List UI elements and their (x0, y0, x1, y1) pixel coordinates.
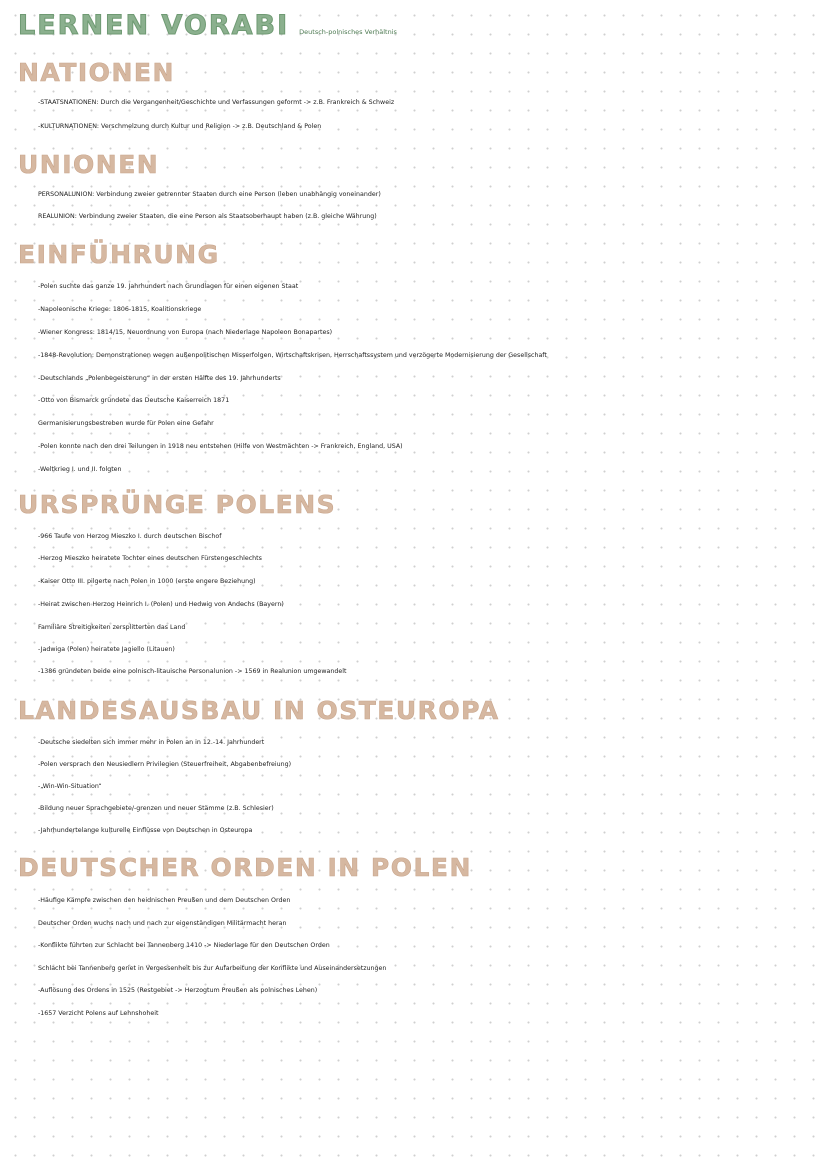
section-heading: URSPRÜNGE POLENS (18, 490, 337, 519)
list-item: -1848-Revolution: Demonstrationen wegen außenpolitischen Misserfolgen, Wirtschaftskrisen, Herrschaftssystem und verzögerte Modernisierung der Gesellschaft (38, 352, 547, 359)
page-title: LERNEN VORABI (18, 10, 290, 41)
list-item: REALUNION: Verbindung zweier Staaten, die eine Person als Staatsoberhaupt haben (z.B. gleiche Währung) (38, 213, 377, 220)
list-item: -Häufige Kämpfe zwischen den heidnischen Preußen und dem Deutschen Orden (38, 897, 291, 904)
list-item: -Bildung neuer Sprachgebiete/-grenzen und neuer Stämme (z.B. Schlesier) (38, 805, 274, 812)
list-item: -966 Taufe von Herzog Mieszko I. durch deutschen Bischof (38, 533, 222, 540)
list-item: -1657 Verzicht Polens auf Lehnshoheit (38, 1010, 159, 1017)
list-item: Schlacht bei Tannenberg geriet in Vergessenheit bis zur Aufarbeitung der Konflikte und Auseinandersetzungen (38, 965, 387, 972)
list-item: -Polen konnte nach den drei Teilungen in 1918 neu entstehen (Hilfe von Westmächten -> Frankreich, England, USA) (38, 443, 403, 450)
list-item: -Napoleonische Kriege: 1806-1815, Koalitionskriege (38, 306, 202, 313)
list-item: Familiäre Streitigkeiten zersplitterten das Land (38, 624, 186, 631)
list-item: -1386 gründeten beide eine polnisch-litauische Personalunion -> 1569 in Realunion umgewandelt (38, 668, 347, 675)
list-item: -Polen suchte das ganze 19. Jahrhundert nach Grundlagen für einen eigenen Staat (38, 283, 299, 290)
title-row (18, 12, 397, 39)
list-item: -Kaiser Otto III. pilgerte nach Polen in 1000 (erste engere Beziehung) (38, 578, 256, 585)
section-heading: NATIONEN (18, 58, 175, 87)
section-heading: DEUTSCHER ORDEN IN POLEN (18, 853, 472, 882)
page-subtitle: Deutsch-polnisches Verhältnis (299, 28, 397, 36)
list-item: Germanisierungsbestreben wurde für Polen eine Gefahr (38, 420, 214, 427)
list-item: -Wiener Kongress: 1814/15, Neuordnung von Europa (nach Niederlage Napoleon Bonapartes) (38, 329, 333, 336)
list-item: -Weltkrieg I. und II. folgten (38, 466, 122, 473)
section-heading: LANDESAUSBAU IN OSTEUROPA (18, 696, 500, 725)
list-item: -Auflösung des Ordens in 1525 (Restgebiet -> Herzogtum Preußen als polnisches Lehen) (38, 987, 318, 994)
section-heading: UNIONEN (18, 150, 160, 179)
list-item: -Heirat zwischen Herzog Heinrich I. (Polen) und Hedwig von Andechs (Bayern) (38, 601, 284, 608)
list-item: -Deutschlands „Polenbegeisterung“ in der ersten Hälfte des 19. Jahrhunderts (38, 375, 281, 382)
list-item: -STAATSNATIONEN: Durch die Vergangenheit/Geschichte und Verfassungen geformt -> z.B. Frankreich & Schweiz (38, 99, 395, 106)
list-item: -Otto von Bismarck gründete das Deutsche Kaiserreich 1871 (38, 397, 230, 404)
list-item: -Jahrhundertelange kulturelle Einflüsse von Deutschen in Osteuropa (38, 827, 253, 834)
list-item: -Jadwiga (Polen) heiratete Jagiello (Litauen) (38, 646, 175, 653)
list-item: -KULTURNATIONEN: Verschmelzung durch Kultur und Religion -> z.B. Deutschland & Polen (38, 123, 322, 130)
list-item: -Herzog Mieszko heiratete Tochter eines deutschen Fürstengeschlechts (38, 555, 262, 562)
list-item: -Polen versprach den Neusiedlern Privilegien (Steuerfreiheit, Abgabenbefreiung) (38, 761, 292, 768)
list-item: -„Win-Win-Situation“ (38, 783, 102, 790)
list-item: -Konflikte führten zur Schlacht bei Tannenberg 1410 -> Niederlage für den Deutschen Orden (38, 942, 330, 949)
section-heading: EINFÜHRUNG (18, 240, 220, 269)
list-item: PERSONALUNION: Verbindung zweier getrennter Staaten durch eine Person (leben unabhängig voneinander) (38, 191, 381, 198)
list-item: -Deutsche siedelten sich immer mehr in Polen an in 12.-14. Jahrhundert (38, 739, 265, 746)
list-item: Deutscher Orden wuchs nach und nach zur eigenständigen Militärmacht heran (38, 920, 287, 927)
